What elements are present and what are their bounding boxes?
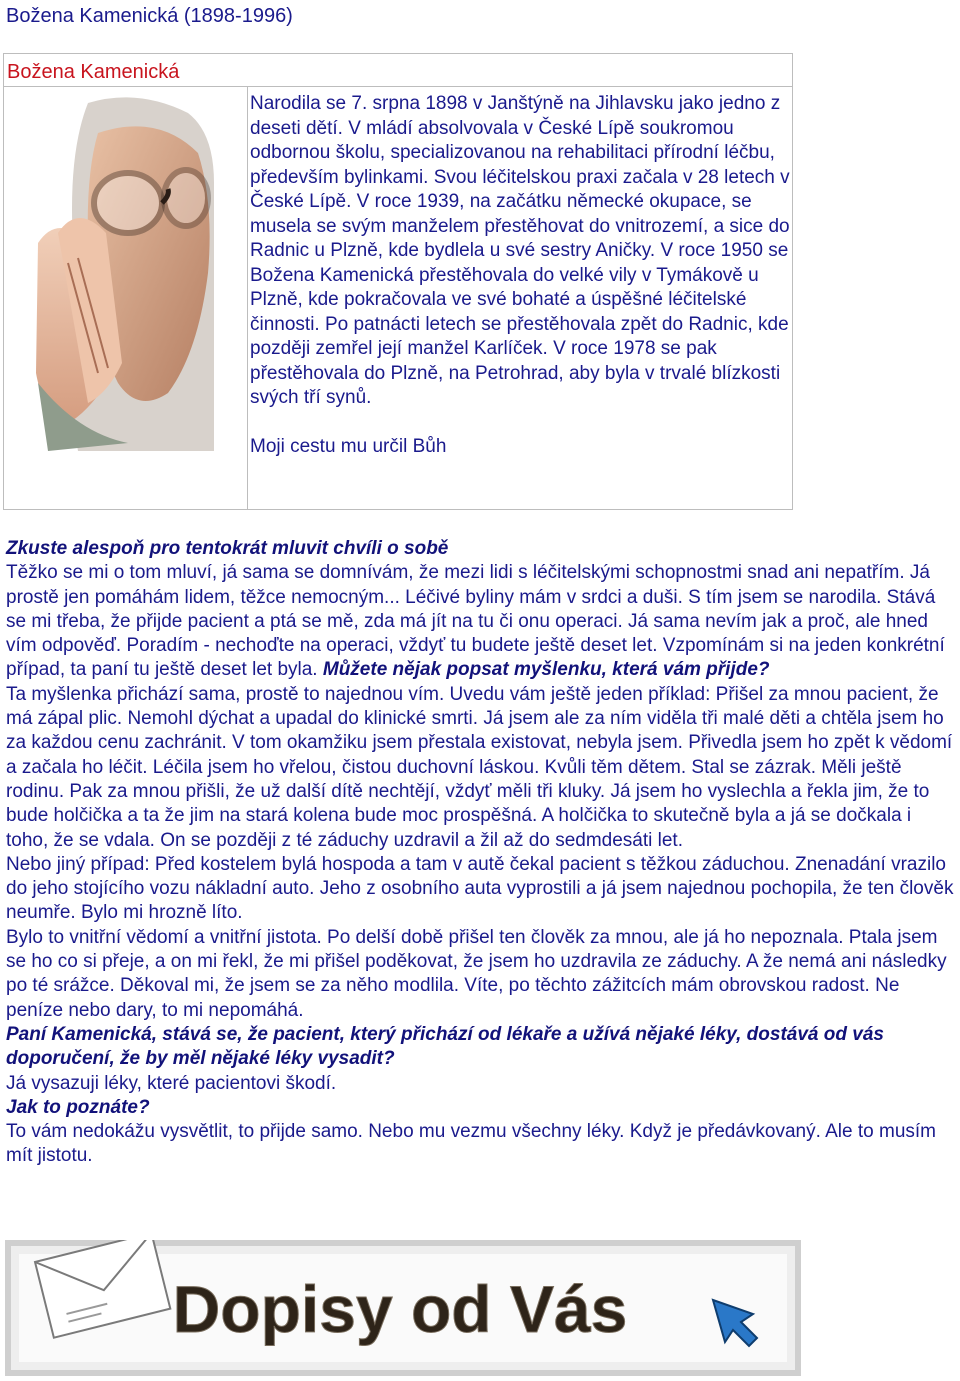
bio-header xyxy=(4,54,792,87)
answer-6: To vám nedokážu vysvětlit, to přijde samo. Nebo mu vezmu všechny léky. Když je předávkovaný. Ale to musím mít jistotu. xyxy=(6,1121,936,1167)
bio-motto: Moji cestu mu určil Bůh xyxy=(250,436,447,457)
interview xyxy=(6,537,958,1169)
letters-banner[interactable] xyxy=(5,1240,801,1376)
photo-cell xyxy=(4,87,248,509)
question-3: Paní Kamenická, stává se, že pacient, který přichází od lékaře a užívá nějaké léky, dostává od vás doporučení, že by měl nějaké léky vysadit? xyxy=(6,1023,884,1070)
banner-text: Dopisy od Vás xyxy=(172,1272,628,1346)
answer-4: Bylo to vnitřní vědomí a vnitřní jistota. Po delší době přišel ten člověk za mnou, ale já ho nepoznala. Ptala jsem se ho co si přeje, a on mi řekl, že mi přišel poděkovat, že jsem ho uzdravila ze záduchy. A že nemá ani následky po té srážce. Děkoval mi, že jsem se za něho modlila. Víte, po těchto zážitcích mám obrovskou radost. Ne peníze nebo dary, to mi nepomáhá. xyxy=(6,926,947,1021)
question-4: Jak to poznáte? xyxy=(6,1096,150,1118)
question-1: Zkuste alespoň pro tentokrát mluvit chvíli o sobě xyxy=(6,538,449,559)
bio-text xyxy=(250,92,790,460)
answer-1-text: Těžko se mi o tom mluví, já sama se domnívám, že mezi lidi s léčitelskými schopnostmi snad ani nepatřím. Já prostě jen pomáhám lidem, těžce nemocným... Léčivé byliny mám v srdci a duši. S tím jsem se narodila. Stává se mi třeba, že přijde pacient a ptá se mě, zda má jít na tu či onu operaci. Já sama nevím jak a proč, ale hned vím odpověď. Poradím - nechoďte na operaci, vždyť tu budete ještě deset let. Vzpomínám si na jeden konkrétní případ, ta paní tu ještě deset let byla. xyxy=(6,562,945,681)
bio-header-title: Božena Kamenická xyxy=(7,61,180,83)
answer-5: Já vysazuji léky, které pacientovi škodí. xyxy=(6,1072,337,1094)
answer-1 xyxy=(6,561,958,682)
question-2: Můžete nějak popsat myšlenku, která vám přijde? xyxy=(322,659,770,681)
bio-paragraph: Narodila se 7. srpna 1898 v Janštýně na Jihlavsku jako jedno z deseti dětí. V mládí absolvovala v České Lípě soukromou odbornou školu, specializovanou na rehabilitaci přírodní léčbu, především bylinkami. Svou léčitelskou praxi začala v 28 letech v České Lípě. V roce 1939, na začátku německé okupace, se musela se svým manželem přestěhovat do vnitrozemí, a sice do Radnic u Plzně, kde bydlela u své sestry Aničky. V roce 1950 se Božena Kamenická přestěhovala do velké vily v Tymákově u Plzně, kde pokračovala ve své bohaté a úspěšné léčitelské činnosti. Po patnácti letech se přestěhovala zpět do Radnic, kde později zemřel její manžel Karlíček. V roce 1978 se pak přestěhovala do Plzně, na Petrohrad, aby byla v trvalé blízkosti svých tří synů. xyxy=(250,93,790,408)
answer-2: Ta myšlenka přichází sama, prostě to najednou vím. Uvedu vám ještě jeden příklad: Přišel za mnou pacient, že má zápal plic. Nemohl dýchat a upadal do klinické smrti. Já jsem ale za ním viděla tři malé děti a chtěla jsem ho za každou cenu zachránit. V tom okamžiku jsem přestala existovat, nebyla jsem. Přivedla jsem ho zpět k vědomí a začala ho léčit. Léčila jsem ho vřelou, čistou duchovní láskou. Kvůli těm dětem. Stal se zázrak. Měli ještě rodinu. Pak za mnou přišli, že už další dítě nechtějí, vždyť měli tři kluky. Já jsem ho vyslechla a řekla jim, že to bude holčička a ta že jim na stará kolena bude moc prospěšná. A holčička to skutečně byla a já se dočkala i toho, že se vdala. On se později z té záduchy uzdravil a žil až do sedmdesáti let. xyxy=(6,683,953,851)
answer-3: Nebo jiný případ: Před kostelem bylá hospoda a tam v autě čekal pacient s těžkou záduchou. Znenadání vrazilo do jeho stojícího vozu nákladní auto. Jeho z osobního auta vyprostili a já jsem najednou pochopila, že ten člověk neumře. Bylo mi hrozně líto. xyxy=(6,853,954,924)
banner-graphic xyxy=(5,1240,801,1376)
bio-table xyxy=(3,53,793,510)
page-title: Božena Kamenická (1898-1996) xyxy=(6,5,293,27)
portrait-photo xyxy=(18,93,214,451)
